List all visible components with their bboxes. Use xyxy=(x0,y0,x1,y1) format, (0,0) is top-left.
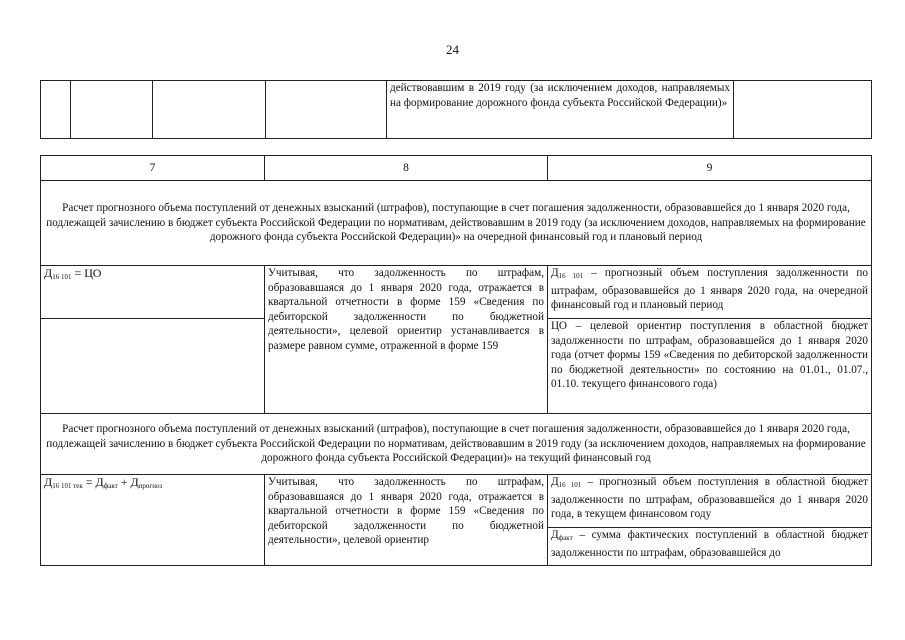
continuation-text: действовавшим в 2019 году (за исключением доходов, направляемых на формирование дорожного фонда субъекта Российской Федерации)» xyxy=(387,81,734,139)
column-header-8: 8 xyxy=(265,156,548,181)
formula-cell xyxy=(41,266,265,319)
formula-cell xyxy=(41,475,265,566)
def-subscript: 16 101 xyxy=(558,481,582,489)
section-title-current-year: Расчет прогнозного объема поступлений от денежных взысканий (штрафов), поступающие в счет погашения задолженности, образовавшейся до 1 января 2020 года, подлежащей зачислению в бюджет субъекта Российской Федерации по нормативам, действовавшим в 2019 году (за исключением доходов, направляемых на формирование дорожного фонда субъекта Российской Федерации)» на текущий финансовый год xyxy=(41,414,872,475)
def-text: – прогнозный объем поступления в областной бюджет задолженности по штрафам, образовавшейся до 1 января 2020 года, в текущем финансовом году xyxy=(551,476,869,521)
formula-symbol: Д xyxy=(44,266,53,280)
table-cell xyxy=(71,81,153,139)
def-subscript: 16 101 xyxy=(558,272,584,280)
def-text: – сумма фактических поступлений в областной бюджет задолженности по штрафам, образовавшейся до xyxy=(551,529,868,559)
column-header-9: 9 xyxy=(548,156,872,181)
definition-cell xyxy=(548,475,872,528)
formula-subscript: факт xyxy=(103,482,118,490)
formula-subscript: прогноз xyxy=(138,482,163,490)
method-cell: Учитывая, что задолженность по штрафам, образовавшаяся до 1 января 2020 года, отражается в квартальной отчетности в форме 159 «Сведения по дебиторской задолженности по бюджетной деятельности», целевой ориентир xyxy=(265,475,548,566)
formula-plus: + Д xyxy=(117,475,139,489)
formula-symbol: Д xyxy=(44,475,53,489)
table-cell xyxy=(41,319,265,414)
continuation-table xyxy=(40,80,872,139)
formula-subscript: 16 101 тек xyxy=(52,482,83,490)
formula-equals: = Д xyxy=(82,475,104,489)
def-text: – прогнозный объем поступления задолженности по штрафам, образовавшейся до 1 января 2020 года, на очередной финансовый год и плановый период xyxy=(551,267,868,312)
table-cell xyxy=(153,81,266,139)
def-symbol: Д xyxy=(551,476,559,488)
calculation-table xyxy=(40,155,872,566)
column-header-7: 7 xyxy=(41,156,265,181)
column-header-row xyxy=(41,156,872,181)
definition-cell: ЦО – целевой ориентир поступления в областной бюджет задолженности по штрафам, образовавшейся до 1 января 2020 года (отчет формы 159 «Сведения по дебиторской задолженности по бюджетной деятельности» по состоянию на 01.01., 01.07., 01.10. текущего финансового года) xyxy=(548,319,872,414)
definition-cell xyxy=(548,528,872,566)
table-cell xyxy=(266,81,387,139)
formula-rest: = ЦО xyxy=(71,266,102,280)
table-cell xyxy=(41,81,71,139)
definition-cell xyxy=(548,266,872,319)
table-cell xyxy=(734,81,872,139)
def-subscript: факт xyxy=(558,534,573,542)
def-symbol: Д xyxy=(551,267,559,279)
def-symbol: Д xyxy=(551,529,559,541)
section-title-planning: Расчет прогнозного объема поступлений от денежных взысканий (штрафов), поступающие в счет погашения задолженности, образовавшейся до 1 января 2020 года, подлежащей зачислению в бюджет субъекта Российской Федерации по нормативам, действовавшим в 2019 году (за исключением доходов, направляемых на формирование дорожного фонда субъекта Российской Федерации)» на очередной финансовый год и плановый период xyxy=(41,181,872,266)
method-cell: Учитывая, что задолженность по штрафам, образовавшаяся до 1 января 2020 года, отражается в квартальной отчетности в форме 159 «Сведения по дебиторской задолженности по бюджетной деятельности», целевой ориентир устанавливается в размере равном сумме, отраженной в форме 159 xyxy=(265,266,548,414)
formula-subscript: 16 101 xyxy=(52,273,72,281)
page-number: 24 xyxy=(446,42,459,57)
